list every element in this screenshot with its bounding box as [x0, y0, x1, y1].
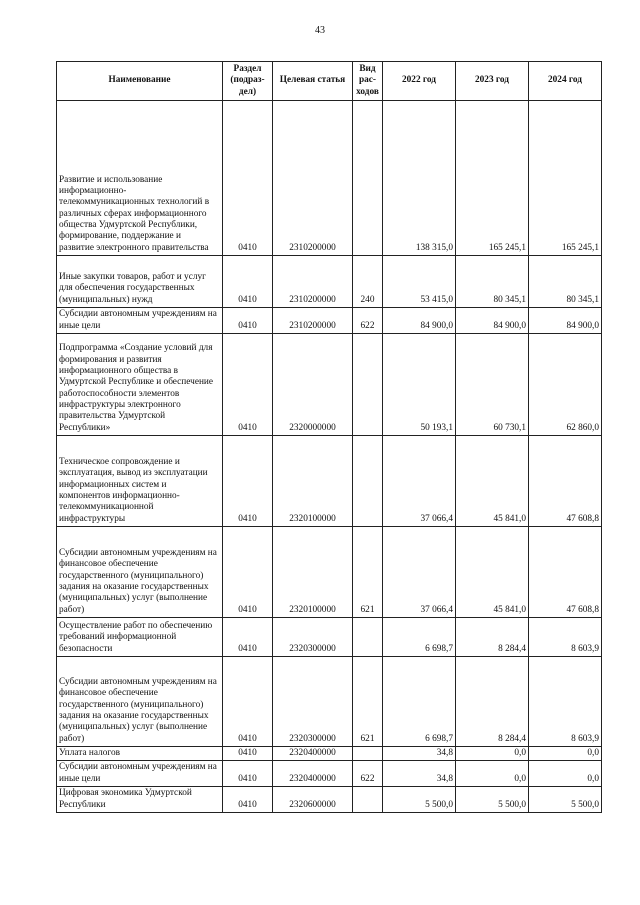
row-2022: 37 066,4 [383, 436, 456, 527]
row-section: 0410 [223, 787, 273, 813]
row-target: 2310200000 [273, 256, 353, 308]
row-section: 0410 [223, 334, 273, 436]
row-2023: 165 245,1 [456, 101, 529, 256]
row-2024: 47 608,8 [529, 527, 602, 618]
row-2023: 60 730,1 [456, 334, 529, 436]
row-type: 621 [353, 657, 383, 747]
row-type [353, 747, 383, 761]
row-target: 2320400000 [273, 761, 353, 787]
row-2023: 80 345,1 [456, 256, 529, 308]
row-target: 2320000000 [273, 334, 353, 436]
row-type [353, 436, 383, 527]
row-section: 0410 [223, 747, 273, 761]
row-section: 0410 [223, 761, 273, 787]
row-2024: 47 608,8 [529, 436, 602, 527]
row-2024: 165 245,1 [529, 101, 602, 256]
header-name: Наименование [57, 62, 223, 101]
row-target: 2320100000 [273, 436, 353, 527]
row-2023: 0,0 [456, 761, 529, 787]
row-2022: 34,8 [383, 761, 456, 787]
header-section: Раздел (подраз-дел) [223, 62, 273, 101]
table-row [57, 787, 602, 813]
row-2024: 8 603,9 [529, 657, 602, 747]
header-2024: 2024 год [529, 62, 602, 101]
row-2023: 84 900,0 [456, 308, 529, 334]
table-row [57, 657, 602, 747]
table-row [57, 308, 602, 334]
row-name: Уплата налогов [57, 747, 223, 761]
row-section: 0410 [223, 657, 273, 747]
header-expense-type: Вид рас-ходов [353, 62, 383, 101]
row-2024: 5 500,0 [529, 787, 602, 813]
table-row [57, 527, 602, 618]
row-target: 2310200000 [273, 101, 353, 256]
row-type [353, 101, 383, 256]
row-section: 0410 [223, 256, 273, 308]
table-row [57, 334, 602, 436]
row-name: Цифровая экономика Удмуртской Республики [57, 787, 223, 813]
row-2022: 34,8 [383, 747, 456, 761]
row-2023: 5 500,0 [456, 787, 529, 813]
table-header-row [57, 62, 602, 101]
row-target: 2320600000 [273, 787, 353, 813]
table-row [57, 761, 602, 787]
row-name: Субсидии автономным учреждениям на иные цели [57, 761, 223, 787]
row-2023: 45 841,0 [456, 436, 529, 527]
row-2023: 8 284,4 [456, 618, 529, 657]
table-row [57, 618, 602, 657]
row-2024: 62 860,0 [529, 334, 602, 436]
header-2023: 2023 год [456, 62, 529, 101]
row-2024: 80 345,1 [529, 256, 602, 308]
row-target: 2320100000 [273, 527, 353, 618]
table-row [57, 436, 602, 527]
row-section: 0410 [223, 101, 273, 256]
row-target: 2310200000 [273, 308, 353, 334]
row-2022: 6 698,7 [383, 618, 456, 657]
row-name: Субсидии автономным учреждениям на иные цели [57, 308, 223, 334]
page-number: 43 [315, 25, 325, 36]
row-2024: 0,0 [529, 747, 602, 761]
row-target: 2320300000 [273, 657, 353, 747]
row-target: 2320400000 [273, 747, 353, 761]
row-2022: 138 315,0 [383, 101, 456, 256]
row-name: Субсидии автономным учреждениям на финансовое обеспечение государственного (муниципального) задания на оказание государственных (муниципальных) услуг (выполнение работ) [57, 657, 223, 747]
table-row [57, 256, 602, 308]
row-2022: 6 698,7 [383, 657, 456, 747]
row-2022: 37 066,4 [383, 527, 456, 618]
row-2023: 45 841,0 [456, 527, 529, 618]
row-name: Подпрограмма «Создание условий для формирования и развития информационного общества в Удмуртской Республике и обеспечение работоспособности элементов инфраструктуры электронного правительства Удмуртской Республики» [57, 334, 223, 436]
row-2024: 0,0 [529, 761, 602, 787]
row-section: 0410 [223, 308, 273, 334]
row-name: Развитие и использование информационно- телекоммуникационных технологий в различных сферах информационного общества Удмуртской Республики, формирование, поддержание и развитие электронного правительства [57, 101, 223, 256]
row-section: 0410 [223, 436, 273, 527]
row-name: Техническое сопровождение и эксплуатация, вывод из эксплуатации информационных систем и компонентов информационно- телекоммуникационной инфраструктуры [57, 436, 223, 527]
row-target: 2320300000 [273, 618, 353, 657]
row-2024: 84 900,0 [529, 308, 602, 334]
row-name: Иные закупки товаров, работ и услуг для обеспечения государственных (муниципальных) нужд [57, 256, 223, 308]
row-type [353, 787, 383, 813]
row-2022: 53 415,0 [383, 256, 456, 308]
header-2022: 2022 год [383, 62, 456, 101]
row-type: 622 [353, 761, 383, 787]
header-target: Целевая статья [273, 62, 353, 101]
row-name: Осуществление работ по обеспечению требований информационной безопасности [57, 618, 223, 657]
row-2023: 0,0 [456, 747, 529, 761]
row-2022: 5 500,0 [383, 787, 456, 813]
row-type: 240 [353, 256, 383, 308]
row-2022: 84 900,0 [383, 308, 456, 334]
row-section: 0410 [223, 527, 273, 618]
row-type [353, 334, 383, 436]
row-type: 621 [353, 527, 383, 618]
row-2023: 8 284,4 [456, 657, 529, 747]
row-section: 0410 [223, 618, 273, 657]
row-2024: 8 603,9 [529, 618, 602, 657]
row-type: 622 [353, 308, 383, 334]
row-2022: 50 193,1 [383, 334, 456, 436]
row-type [353, 618, 383, 657]
budget-table [56, 61, 602, 813]
table-row [57, 747, 602, 761]
table-row [57, 101, 602, 256]
row-name: Субсидии автономным учреждениям на финансовое обеспечение государственного (муниципального) задания на оказание государственных (муниципальных) услуг (выполнение работ) [57, 527, 223, 618]
